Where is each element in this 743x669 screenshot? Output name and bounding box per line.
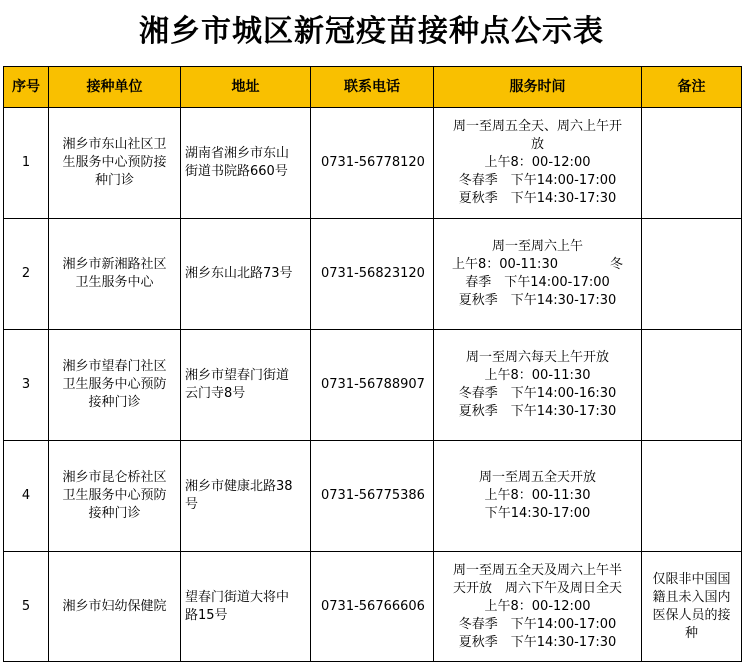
cell-note-line: 种 [684, 625, 698, 641]
cell-unit-line: 生服务中心预防接 [62, 155, 167, 170]
cell-hours-line: 周一至周五全天及周六上午半 [452, 562, 622, 578]
table-row [4, 552, 742, 662]
cell-unit [49, 108, 181, 219]
cell-note [642, 330, 742, 441]
cell-address-line: 街道书院路660号 [185, 164, 288, 179]
cell-address-line: 号 [185, 497, 199, 512]
header-no: 序号 [4, 67, 49, 108]
cell-unit-line: 湘乡市望春门社区 [62, 359, 167, 374]
cell-hours [434, 219, 642, 330]
cell-note-line: 籍且未入国内 [652, 589, 731, 605]
cell-unit-line: 湘乡市东山社区卫 [62, 137, 167, 152]
cell-address-line: 望春门街道大将中 [185, 589, 290, 605]
cell-unit-line: 接种门诊 [88, 395, 141, 410]
cell-hours-line: 天开放 周六下午及周日全天 [452, 580, 622, 596]
header-phone: 联系电话 [311, 67, 434, 108]
table-row [4, 219, 742, 330]
cell-address-line: 云门寺8号 [185, 386, 246, 401]
cell-hours-line: 夏秋季 下午14:30-17:30 [458, 293, 617, 308]
cell-address-line: 湘乡东山北路73号 [185, 266, 293, 281]
cell-hours-line: 冬春季 下午14:00-17:00 [458, 173, 617, 188]
cell-hours-line: 上午8：00-12:00 [484, 155, 591, 170]
cell-address-line: 湘乡市健康北路38 [185, 479, 293, 494]
cell-hours-line: 夏秋季 下午14:30-17:30 [458, 634, 617, 650]
header-unit: 接种单位 [49, 67, 181, 108]
cell-phone: 0731-56823120 [311, 219, 434, 330]
header-hours: 服务时间 [434, 67, 642, 108]
cell-hours-line: 上午8：00-11:30 [484, 368, 591, 383]
table-header-row [4, 67, 742, 108]
table-row [4, 441, 742, 552]
cell-hours [434, 441, 642, 552]
cell-address [181, 441, 311, 552]
cell-unit-line: 卫生服务中心预防 [62, 377, 167, 392]
cell-address-line: 湖南省湘乡市东山 [185, 146, 290, 161]
cell-unit-line: 卫生服务中心 [75, 275, 154, 290]
cell-unit-line: 种门诊 [94, 173, 134, 188]
cell-unit [49, 441, 181, 552]
cell-note [642, 108, 742, 219]
cell-unit-line: 接种门诊 [88, 506, 141, 521]
cell-hours-line: 放 [530, 137, 544, 152]
cell-hours-line: 夏秋季 下午14:30-17:30 [458, 191, 617, 206]
cell-note [642, 441, 742, 552]
cell-unit-line: 湘乡市新湘路社区 [62, 257, 167, 272]
cell-no: 1 [4, 108, 49, 219]
cell-no: 3 [4, 330, 49, 441]
cell-phone: 0731-56766606 [311, 552, 434, 662]
table-row [4, 330, 742, 441]
cell-hours-line: 周一至周六上午 [491, 239, 583, 254]
cell-hours-line: 上午8：00-11:30 [484, 488, 591, 503]
cell-address [181, 108, 311, 219]
cell-hours [434, 552, 642, 662]
cell-unit-line: 湘乡市妇幼保健院 [62, 598, 167, 614]
cell-hours-line: 下午14:30-17:00 [484, 506, 591, 521]
cell-hours-line: 冬春季 下午14:00-17:00 [458, 616, 617, 632]
cell-hours-line: 冬春季 下午14:00-16:30 [458, 386, 617, 401]
table-row [4, 108, 742, 219]
cell-address [181, 219, 311, 330]
cell-phone: 0731-56778120 [311, 108, 434, 219]
page-title: 湘乡市城区新冠疫苗接种点公示表 [139, 14, 604, 49]
cell-hours-line: 夏秋季 下午14:30-17:30 [458, 404, 617, 419]
cell-address-line: 湘乡市望春门街道 [185, 368, 290, 383]
header-address: 地址 [181, 67, 311, 108]
cell-hours-line: 上午8：00-11:30 冬 [452, 257, 623, 272]
cell-hours-line: 周一至周六每天上午开放 [465, 350, 609, 365]
cell-unit-line: 卫生服务中心预防 [62, 488, 167, 503]
cell-note [642, 552, 742, 662]
cell-address [181, 552, 311, 662]
cell-no: 4 [4, 441, 49, 552]
cell-hours-line: 上午8：00-12:00 [484, 598, 591, 614]
cell-unit [49, 552, 181, 662]
cell-phone: 0731-56775386 [311, 441, 434, 552]
cell-hours-line: 周一至周五全天开放 [478, 470, 596, 485]
cell-unit [49, 219, 181, 330]
cell-hours [434, 108, 642, 219]
cell-hours-line: 春季 下午14:00-17:00 [465, 275, 610, 290]
header-note: 备注 [642, 67, 742, 108]
cell-no: 5 [4, 552, 49, 662]
cell-unit-line: 湘乡市昆仑桥社区 [62, 470, 167, 485]
cell-note-line: 医保人员的接 [652, 607, 731, 623]
cell-unit [49, 330, 181, 441]
cell-address-line: 路15号 [185, 607, 228, 623]
cell-phone: 0731-56788907 [311, 330, 434, 441]
cell-note [642, 219, 742, 330]
vaccination-sites-table [3, 66, 742, 662]
cell-hours-line: 周一至周五全天、周六上午开 [452, 119, 622, 134]
cell-hours [434, 330, 642, 441]
cell-no: 2 [4, 219, 49, 330]
cell-address [181, 330, 311, 441]
cell-note-line: 仅限非中国国 [652, 571, 731, 587]
